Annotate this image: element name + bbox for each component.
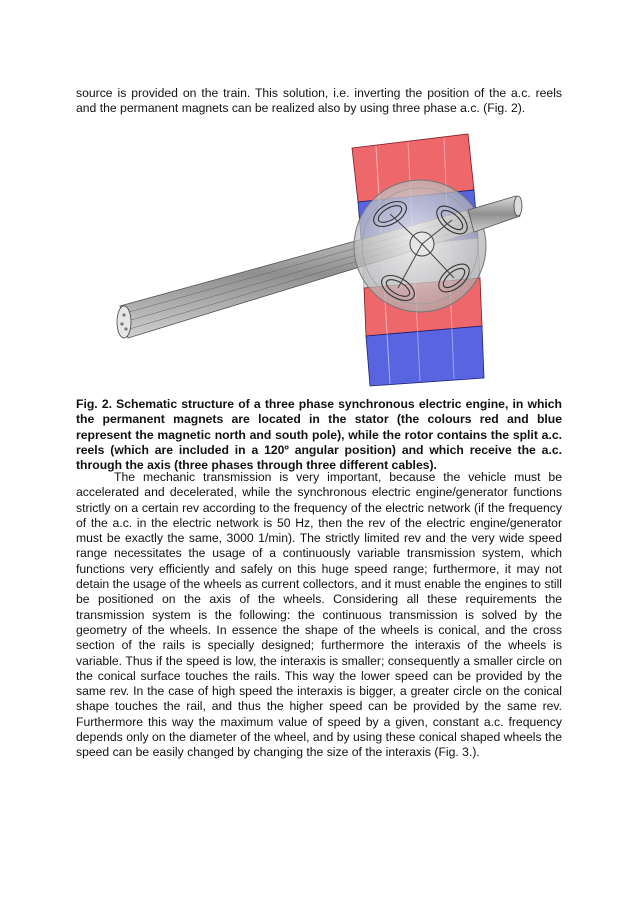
body-paragraph-intro: source is provided on the train. This solution, i.e. inverting the position of the a.c. reels and the permanent magnets can be realized also by using three phase a.c. (Fig. 2). — [76, 86, 562, 116]
body-paragraph-transmission: The mechanic transmission is very important, because the vehicle must be accelerated and decelerated, while the synchronous electric engine/generator functions strictly on a certain rev according to the frequency of the electric network (if the frequency of the a.c. in the electric network is 50 Hz, then the rev of the electric engine/generator must be exactly the same, 3000 1/min). The strictly limited rev and the very wide speed range necessitates the usage of a continuously variable transmission system, which functions very efficiently and safely on this huge speed range; furthermore, it may not detain the usage of the wheels as current collectors, and it must enable the engines to still be positioned on the axis of the wheels. Considering all these requirements the transmission system is the following: the continuous transmission is solved by the geometry of the wheels. In essence the shape of the wheels is conical, and the cross section of the rails is specially designed; furthermore the interaxis of the wheels is variable. Thus if the speed is low, the interaxis is smaller; consequently a smaller circle on the conical surface touches the rails. This way the lower speed can be provided by the same rev. In the case of high speed the interaxis is bigger, a greater circle on the conical shape touches the rail, and thus the higher speed can be provided by the same rev. Furthermore this way the maximum value of speed by a given, constant a.c. frequency depends only on the diameter of the wheel, and by using these conical shaped wheels the speed can be easily changed by changing the size of the interaxis (Fig. 3.). — [76, 470, 562, 760]
rotor-hub — [354, 180, 486, 312]
figure-caption: Fig. 2. Schematic structure of a three phase synchronous electric engine, in which the permanent magnets are located in the stator (the colours red and blue represent the magnetic north and south pole), while the rotor contains the split a.c. reels (which are included in a 120º angular position) and which receive the a.c. through the axis (three phases through three different cables). — [76, 397, 562, 473]
engine-figure — [108, 128, 538, 390]
